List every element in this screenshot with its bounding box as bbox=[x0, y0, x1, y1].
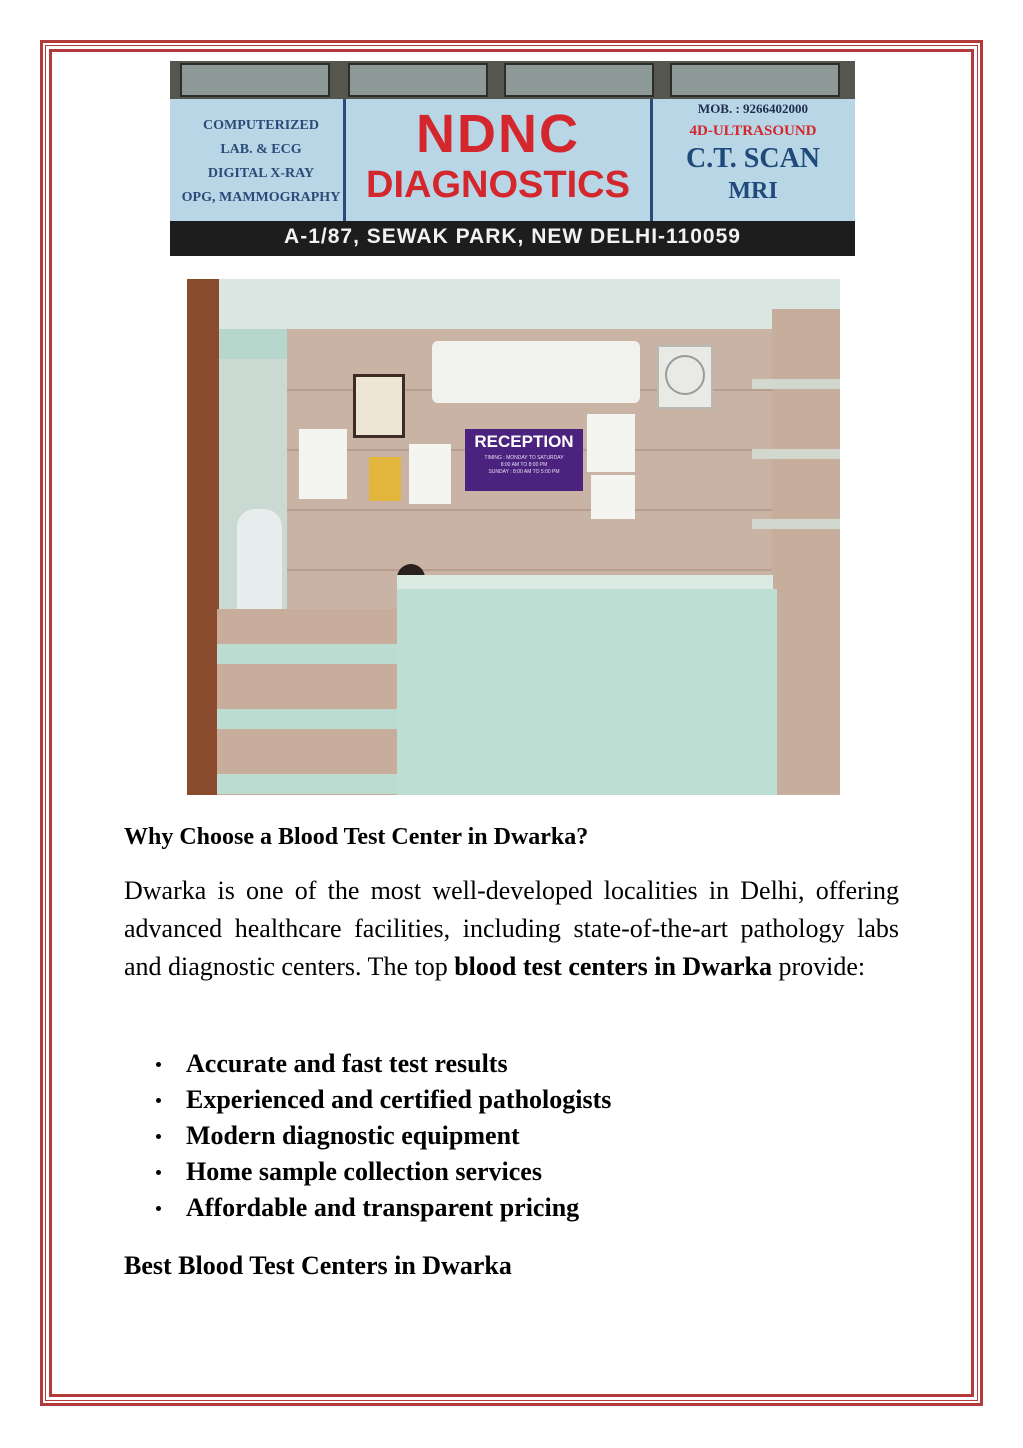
signboard-brand-subtitle: DIAGNOSTICS bbox=[366, 164, 630, 206]
list-item-text: Accurate and fast test results bbox=[186, 1049, 508, 1078]
reception-counter bbox=[397, 589, 777, 795]
list-item-text: Modern diagnostic equipment bbox=[186, 1121, 520, 1150]
reception-sign-line: 8:00 AM TO 8:00 PM bbox=[500, 462, 548, 468]
benefits-list bbox=[124, 1046, 611, 1226]
paragraph-keyword: blood test centers in Dwarka bbox=[454, 952, 772, 981]
reception-side-counter bbox=[217, 609, 407, 795]
wall-notice bbox=[591, 475, 635, 519]
wall-panel-line bbox=[287, 569, 777, 571]
bullet-icon bbox=[156, 1134, 161, 1139]
counter-band bbox=[217, 709, 407, 729]
signboard-ct-scan: C.T. SCAN bbox=[685, 143, 821, 174]
signboard-brand bbox=[352, 105, 644, 207]
reception-shelf bbox=[752, 519, 840, 529]
signboard-window bbox=[670, 63, 840, 97]
reception-ceiling bbox=[187, 279, 840, 329]
reception-sign-line: SUNDAY : 8:00 AM TO 5:00 PM bbox=[488, 469, 560, 475]
signboard-window bbox=[180, 63, 330, 97]
signboard-service-line: COMPUTERIZED bbox=[203, 118, 319, 133]
wall-notice bbox=[409, 444, 451, 504]
signboard-address: A-1/87, SEWAK PARK, NEW DELHI-110059 bbox=[284, 225, 741, 248]
bullet-icon bbox=[156, 1206, 161, 1211]
reception-sign-line: TIMING : MONDAY TO SATURDAY bbox=[484, 455, 564, 461]
wall-panel-line bbox=[287, 509, 777, 511]
signboard-mri: MRI bbox=[728, 178, 778, 204]
signboard-window bbox=[504, 63, 654, 97]
signboard-service-line: OPG, MAMMOGRAPHY bbox=[181, 190, 341, 205]
signboard-ultrasound: 4D-ULTRASOUND bbox=[689, 123, 817, 139]
reception-wooden-column bbox=[187, 279, 219, 795]
list-item bbox=[124, 1082, 611, 1118]
bullet-icon bbox=[156, 1062, 161, 1067]
signboard-services-list bbox=[176, 114, 346, 210]
exhaust-fan-grille bbox=[665, 355, 705, 395]
reception-shelf bbox=[752, 379, 840, 389]
section-heading: Why Choose a Blood Test Center in Dwarka? bbox=[124, 824, 589, 850]
signboard-service-line: LAB. & ECG bbox=[220, 142, 302, 157]
bullet-icon bbox=[156, 1170, 161, 1175]
paragraph-text-end: provide: bbox=[771, 952, 866, 981]
reception-photo bbox=[187, 279, 840, 795]
paragraph-text: Dwarka is one of the most well-developed localities in Delhi, offering advanced healthcare facilities, including state-of-the-art pathology labs and diagnostic centers. The top bbox=[124, 876, 899, 981]
signboard-window bbox=[348, 63, 488, 97]
counter-band bbox=[217, 774, 407, 794]
list-item bbox=[124, 1154, 611, 1190]
section-subheading: Best Blood Test Centers in Dwarka bbox=[124, 1251, 512, 1280]
list-item bbox=[124, 1118, 611, 1154]
reception-shelf bbox=[752, 449, 840, 459]
counter-band bbox=[217, 644, 407, 664]
list-item bbox=[124, 1190, 611, 1226]
wall-notice bbox=[587, 414, 635, 472]
signboard-service-line: DIGITAL X-RAY bbox=[207, 166, 315, 181]
list-item-text: Affordable and transparent pricing bbox=[186, 1193, 580, 1222]
wall-notice bbox=[299, 429, 347, 499]
air-conditioner bbox=[432, 341, 640, 403]
list-item bbox=[124, 1046, 611, 1082]
signboard-mobile: MOB. : 9266402000 bbox=[697, 101, 809, 116]
signboard-brand-name: NDNC bbox=[416, 104, 580, 164]
bullet-icon bbox=[156, 1098, 161, 1103]
reception-sign-title: RECEPTION bbox=[474, 432, 574, 451]
list-item-text: Experienced and certified pathologists bbox=[186, 1085, 612, 1114]
wall-certificate-frame bbox=[353, 374, 405, 438]
intro-paragraph bbox=[124, 872, 899, 986]
list-item-text: Home sample collection services bbox=[186, 1157, 542, 1186]
reception-sign-timings bbox=[467, 455, 581, 476]
wall-calendar bbox=[369, 457, 401, 501]
